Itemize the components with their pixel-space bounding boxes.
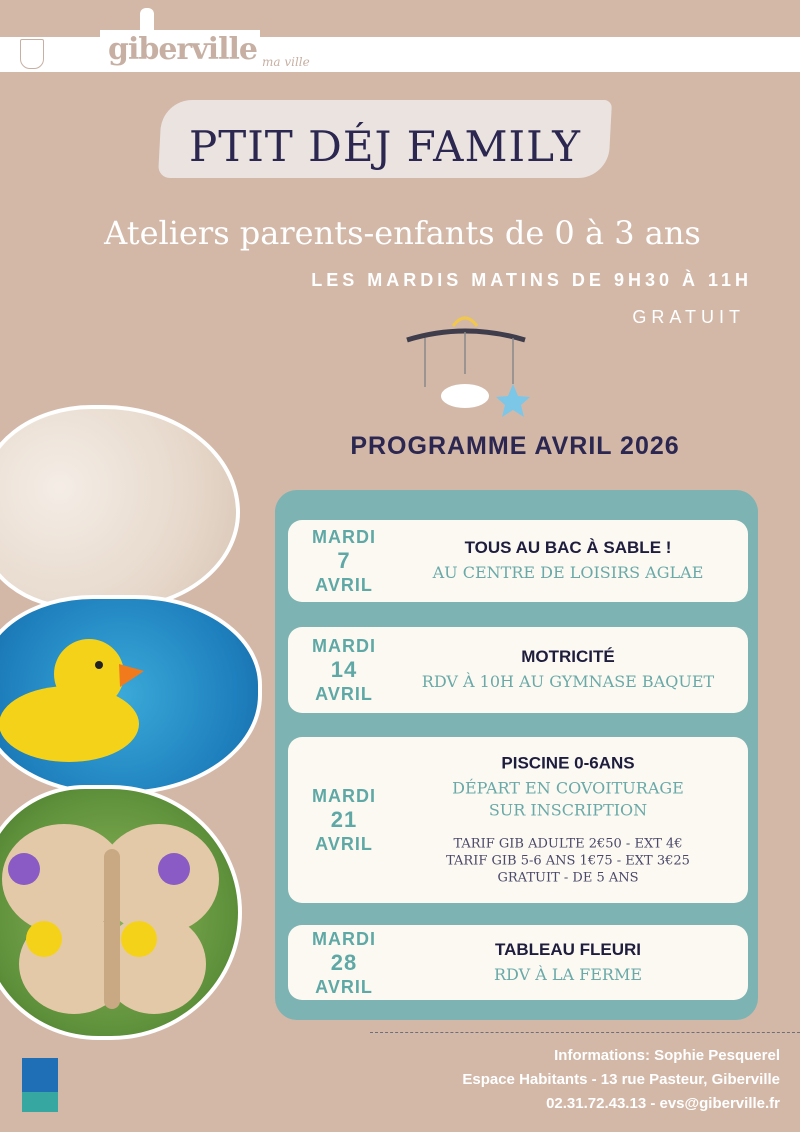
event-day-number: 14 [330,657,358,682]
event-location: AU CENTRE DE LOISIRS AGLAE [432,563,704,582]
divider [370,1032,800,1033]
butterfly-icon [0,789,242,1040]
event-date [288,927,400,999]
footer-info: Informations: Sophie Pesquerel [554,1047,780,1064]
tariff-line: TARIF GIB 5-6 ANS 1€75 - EXT 3€25 [446,853,690,869]
event-name: TOUS AU BAC À SABLE ! [464,538,672,557]
event-card [288,925,748,1000]
event-day: MARDI [312,786,376,806]
event-date [288,525,400,597]
event-location: RDV À LA FERME [493,964,643,984]
event-month: AVRIL [315,575,373,595]
event-day: MARDI [312,527,376,547]
event-card [288,627,748,713]
price-text: GRATUIT [632,307,745,327]
schedule-text: LES MARDIS MATINS DE 9H30 À 11H [311,270,752,290]
tariff-line: TARIF GIB ADULTE 2€50 - EXT 4€ [453,836,683,852]
event-location: DÉPART EN COVOITURAGE [452,778,684,798]
event-month: AVRIL [315,976,373,997]
event-day: MARDI [312,928,376,949]
event-day-number: 21 [330,807,358,832]
event-tariffs [398,836,738,887]
duck-icon [0,599,262,795]
event-month: AVRIL [315,684,373,704]
baby-mobile-icon [405,312,535,422]
event-card [288,520,748,602]
event-name: TABLEAU FLEURI [494,939,642,959]
event-name: MOTRICITÉ [521,647,615,666]
event-date [288,784,400,856]
rubber-duck-photo [0,595,262,795]
subtitle: Ateliers parents-enfants de 0 à 3 ans [104,214,701,252]
flower-butterfly-photo [0,785,242,1040]
event-day: MARDI [312,636,376,656]
event-day-number: 28 [330,949,358,975]
town-crest-icon [20,39,44,69]
sandbox-photo [0,405,240,610]
program-title: PROGRAMME AVRIL 2026 [350,432,680,460]
event-month: AVRIL [315,834,373,854]
tariff-line: GRATUIT - DE 5 ANS [497,870,639,886]
event-location: RDV À 10H AU GYMNASE BAQUET [421,672,715,691]
town-logo: giberville [108,32,257,67]
footer-address: Espace Habitants - 13 rue Pasteur, Giberville [462,1071,780,1088]
footer-contact[interactable]: 02.31.72.43.13 - evs@giberville.fr [546,1095,780,1112]
event-card [288,737,748,903]
caf-logo-band [22,1092,58,1112]
event-day-number: 7 [337,548,351,573]
event-name: PISCINE 0-6ANS [501,753,635,773]
page-title: PTIT DÉJ FAMILY [188,122,582,171]
event-date [288,634,400,706]
event-registration: SUR INSCRIPTION [488,800,648,820]
town-logo-tagline: ma ville [262,55,310,69]
